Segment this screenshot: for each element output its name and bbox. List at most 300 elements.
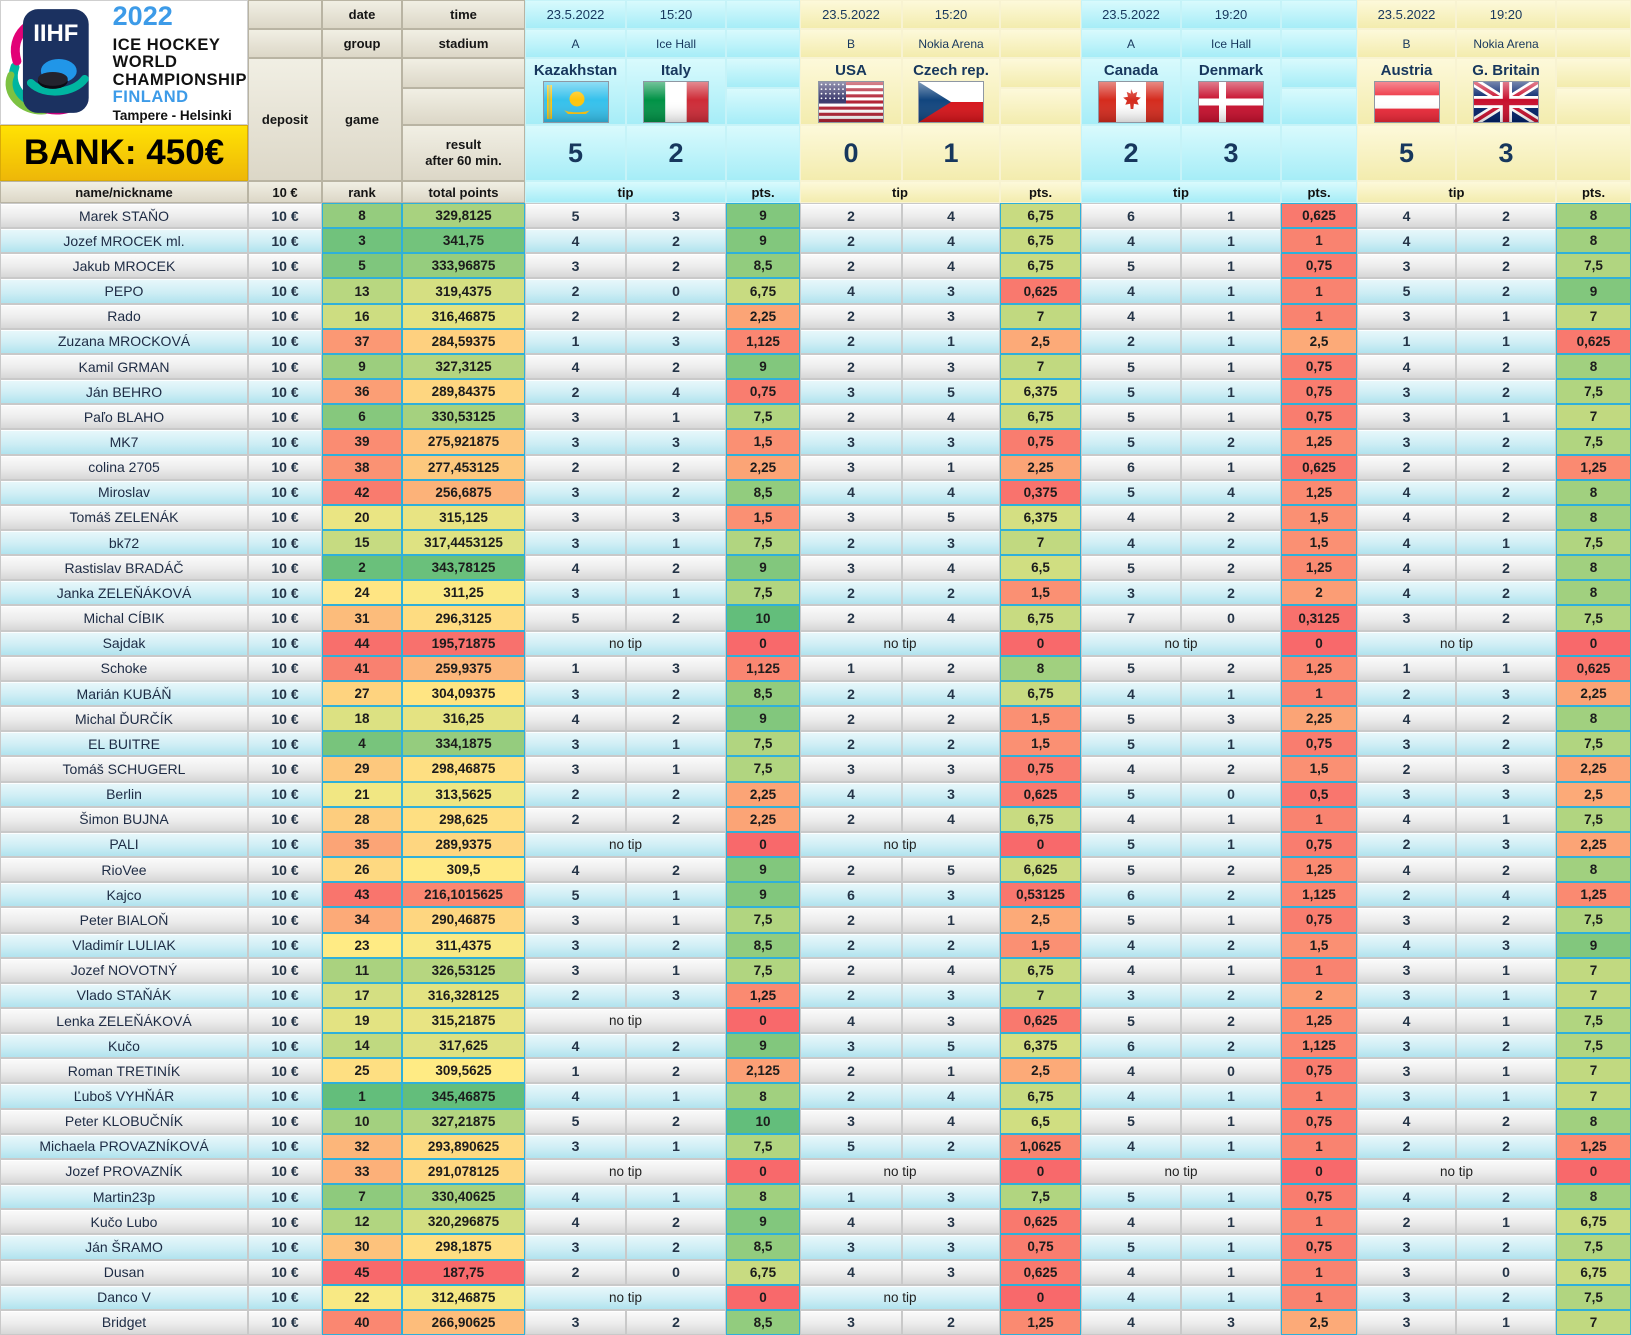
- match-1-tip-home-cell[interactable]: 2: [525, 782, 626, 807]
- match-2-tip-away-cell[interactable]: 4: [902, 228, 1000, 253]
- match-4-tip-home-cell[interactable]: 3: [1357, 1310, 1456, 1335]
- match-3-tip-away-cell[interactable]: 2: [1181, 933, 1281, 958]
- match-3-tip-home-cell[interactable]: 5: [1081, 1234, 1181, 1259]
- match-3-tip-home-cell[interactable]: 4: [1081, 681, 1181, 706]
- match-3-tip-home-cell[interactable]: 7: [1081, 605, 1181, 630]
- match-3-tip-home-cell[interactable]: 4: [1081, 1058, 1181, 1083]
- match-4-tip-away-cell[interactable]: 2: [1456, 253, 1556, 278]
- match-1-tip-away-cell[interactable]: 0: [626, 1260, 726, 1285]
- match-4-pts-cell[interactable]: 1,25: [1556, 455, 1631, 480]
- player-total-points-cell[interactable]: 277,453125: [402, 455, 525, 480]
- player-deposit-cell[interactable]: 10 €: [248, 706, 322, 731]
- match-1-tip-away-cell[interactable]: 0: [626, 278, 726, 303]
- match-1-tip-home-cell[interactable]: 2: [525, 304, 626, 329]
- player-name-cell[interactable]: Michal ĎURČÍK: [0, 706, 248, 731]
- match-2-tip-home-cell[interactable]: 2: [800, 605, 902, 630]
- match-2-pts-cell[interactable]: 6,75: [1000, 203, 1081, 228]
- match-2-no-tip-cell[interactable]: no tip: [800, 1159, 1000, 1184]
- player-name-cell[interactable]: MK7: [0, 429, 248, 454]
- player-total-points-cell[interactable]: 316,328125: [402, 983, 525, 1008]
- match-1-pts-cell[interactable]: 9: [726, 706, 800, 731]
- player-name-cell[interactable]: Bridget: [0, 1310, 248, 1335]
- match-1-pts-cell[interactable]: 0: [726, 832, 800, 857]
- player-name-cell[interactable]: Paľo BLAHO: [0, 404, 248, 429]
- player-name-cell[interactable]: Dusan: [0, 1260, 248, 1285]
- match-1-tip-away-cell[interactable]: 1: [626, 731, 726, 756]
- match-4-pts-cell[interactable]: 2,25: [1556, 756, 1631, 781]
- player-rank-cell[interactable]: 23: [322, 933, 402, 958]
- match-4-tip-home-cell[interactable]: 2: [1357, 1209, 1456, 1234]
- player-deposit-cell[interactable]: 10 €: [248, 933, 322, 958]
- match-2-tip-home-cell[interactable]: 4: [800, 278, 902, 303]
- match-2-tip-home-cell[interactable]: 3: [800, 379, 902, 404]
- match-2-tip-away-cell[interactable]: 4: [902, 958, 1000, 983]
- match-3-tip-away-cell[interactable]: 1: [1181, 203, 1281, 228]
- match-2-tip-home-cell[interactable]: 2: [800, 907, 902, 932]
- match-2-tip-away-cell[interactable]: 3: [902, 882, 1000, 907]
- match-3-tip-away-cell[interactable]: 2: [1181, 505, 1281, 530]
- match-1-pts-cell[interactable]: 2,25: [726, 782, 800, 807]
- match-1-tip-home-cell[interactable]: 2: [525, 278, 626, 303]
- match-4-pts-cell[interactable]: 2,25: [1556, 681, 1631, 706]
- match-3-pts-cell[interactable]: 0,75: [1281, 1058, 1357, 1083]
- player-total-points-cell[interactable]: 298,46875: [402, 756, 525, 781]
- match-2-tip-away-cell[interactable]: 4: [902, 203, 1000, 228]
- match-3-pts-cell[interactable]: 1: [1281, 278, 1357, 303]
- player-total-points-cell[interactable]: 298,1875: [402, 1234, 525, 1259]
- match-4-tip-away-cell[interactable]: 1: [1456, 656, 1556, 681]
- player-deposit-cell[interactable]: 10 €: [248, 832, 322, 857]
- match-2-tip-home-cell[interactable]: 4: [800, 1209, 902, 1234]
- player-name-cell[interactable]: Jozef NOVOTNÝ: [0, 958, 248, 983]
- match-3-pts-cell[interactable]: 1: [1281, 1209, 1357, 1234]
- match-1-tip-away-cell[interactable]: 2: [626, 1234, 726, 1259]
- match-2-pts-cell[interactable]: 1,0625: [1000, 1134, 1081, 1159]
- match-2-pts-cell[interactable]: 2,25: [1000, 455, 1081, 480]
- match-1-no-tip-cell[interactable]: no tip: [525, 1159, 726, 1184]
- match-1-tip-home-cell[interactable]: 4: [525, 1033, 626, 1058]
- match-3-tip-away-cell[interactable]: 2: [1181, 429, 1281, 454]
- player-total-points-cell[interactable]: 345,46875: [402, 1083, 525, 1108]
- match-4-pts-cell[interactable]: 8: [1556, 228, 1631, 253]
- match-3-tip-away-cell[interactable]: 0: [1181, 782, 1281, 807]
- match-3-tip-home-cell[interactable]: 6: [1081, 455, 1181, 480]
- match-4-tip-away-cell[interactable]: 2: [1456, 555, 1556, 580]
- match-3-pts-cell[interactable]: 0,75: [1281, 832, 1357, 857]
- match-2-pts-cell[interactable]: 6,375: [1000, 1033, 1081, 1058]
- player-rank-cell[interactable]: 4: [322, 731, 402, 756]
- player-rank-cell[interactable]: 31: [322, 605, 402, 630]
- match-2-tip-home-cell[interactable]: 2: [800, 857, 902, 882]
- match-3-pts-cell[interactable]: 2: [1281, 983, 1357, 1008]
- match-1-tip-away-cell[interactable]: 2: [626, 455, 726, 480]
- match-1-tip-away-cell[interactable]: 2: [626, 354, 726, 379]
- match-2-tip-away-cell[interactable]: 3: [902, 1234, 1000, 1259]
- player-name-cell[interactable]: Vladimír LULIAK: [0, 933, 248, 958]
- player-deposit-cell[interactable]: 10 €: [248, 1033, 322, 1058]
- match-4-tip-away-cell[interactable]: 2: [1456, 228, 1556, 253]
- player-total-points-cell[interactable]: 333,96875: [402, 253, 525, 278]
- match-4-pts-cell[interactable]: 7: [1556, 983, 1631, 1008]
- match-3-pts-cell[interactable]: 0,75: [1281, 1184, 1357, 1209]
- match-4-tip-home-cell[interactable]: 4: [1357, 1109, 1456, 1134]
- player-rank-cell[interactable]: 5: [322, 253, 402, 278]
- match-3-tip-home-cell[interactable]: 4: [1081, 958, 1181, 983]
- match-1-pts-cell[interactable]: 9: [726, 857, 800, 882]
- match-3-tip-home-cell[interactable]: 4: [1081, 530, 1181, 555]
- match-1-pts-cell[interactable]: 2,25: [726, 455, 800, 480]
- match-2-pts-cell[interactable]: 6,75: [1000, 253, 1081, 278]
- match-1-tip-home-cell[interactable]: 2: [525, 455, 626, 480]
- match-4-tip-home-cell[interactable]: 3: [1357, 404, 1456, 429]
- match-3-tip-home-cell[interactable]: 4: [1081, 228, 1181, 253]
- match-3-pts-cell[interactable]: 0,75: [1281, 354, 1357, 379]
- match-3-tip-home-cell[interactable]: 6: [1081, 203, 1181, 228]
- match-1-tip-away-cell[interactable]: 2: [626, 1310, 726, 1335]
- match-1-no-tip-cell[interactable]: no tip: [525, 832, 726, 857]
- match-1-pts-cell[interactable]: 2,25: [726, 304, 800, 329]
- player-total-points-cell[interactable]: 304,09375: [402, 681, 525, 706]
- match-3-tip-away-cell[interactable]: 1: [1181, 1260, 1281, 1285]
- player-total-points-cell[interactable]: 316,25: [402, 706, 525, 731]
- match-3-pts-cell[interactable]: 1: [1281, 1134, 1357, 1159]
- match-1-tip-away-cell[interactable]: 2: [626, 228, 726, 253]
- match-1-pts-cell[interactable]: 2,25: [726, 807, 800, 832]
- match-4-tip-home-cell[interactable]: 2: [1357, 455, 1456, 480]
- player-deposit-cell[interactable]: 10 €: [248, 958, 322, 983]
- match-1-tip-away-cell[interactable]: 2: [626, 480, 726, 505]
- match-4-tip-home-cell[interactable]: 4: [1357, 807, 1456, 832]
- match-2-tip-home-cell[interactable]: 3: [800, 1033, 902, 1058]
- match-2-pts-cell[interactable]: 6,75: [1000, 681, 1081, 706]
- match-3-tip-home-cell[interactable]: 4: [1081, 1285, 1181, 1310]
- match-1-tip-home-cell[interactable]: 3: [525, 480, 626, 505]
- match-4-tip-away-cell[interactable]: 4: [1456, 882, 1556, 907]
- match-3-pts-cell[interactable]: 0,75: [1281, 1109, 1357, 1134]
- match-3-tip-away-cell[interactable]: 2: [1181, 530, 1281, 555]
- match-1-tip-away-cell[interactable]: 1: [626, 530, 726, 555]
- match-2-pts-cell[interactable]: 6,75: [1000, 228, 1081, 253]
- match-1-pts-cell[interactable]: 9: [726, 203, 800, 228]
- player-rank-cell[interactable]: 32: [322, 1134, 402, 1159]
- player-name-cell[interactable]: Marián KUBÁŇ: [0, 681, 248, 706]
- match-3-tip-home-cell[interactable]: 4: [1081, 756, 1181, 781]
- match-1-pts-cell[interactable]: 9: [726, 1033, 800, 1058]
- match-4-tip-away-cell[interactable]: 3: [1456, 756, 1556, 781]
- match-4-pts-cell[interactable]: 8: [1556, 480, 1631, 505]
- match-1-tip-home-cell[interactable]: 2: [525, 983, 626, 1008]
- player-deposit-cell[interactable]: 10 €: [248, 1109, 322, 1134]
- match-1-tip-home-cell[interactable]: 4: [525, 228, 626, 253]
- player-name-cell[interactable]: Danco V: [0, 1285, 248, 1310]
- player-total-points-cell[interactable]: 195,71875: [402, 631, 525, 656]
- player-name-cell[interactable]: Tomáš SCHUGERL: [0, 756, 248, 781]
- player-rank-cell[interactable]: 3: [322, 228, 402, 253]
- player-total-points-cell[interactable]: 309,5625: [402, 1058, 525, 1083]
- match-3-no-tip-cell[interactable]: no tip: [1081, 1159, 1281, 1184]
- match-4-pts-cell[interactable]: 7: [1556, 1310, 1631, 1335]
- match-1-tip-away-cell[interactable]: 1: [626, 756, 726, 781]
- player-name-cell[interactable]: Kamil GRMAN: [0, 354, 248, 379]
- match-2-pts-cell[interactable]: 0,75: [1000, 756, 1081, 781]
- player-rank-cell[interactable]: 44: [322, 631, 402, 656]
- match-2-pts-cell[interactable]: 0,625: [1000, 278, 1081, 303]
- match-3-tip-home-cell[interactable]: 4: [1081, 278, 1181, 303]
- match-4-tip-home-cell[interactable]: 4: [1357, 228, 1456, 253]
- match-1-tip-away-cell[interactable]: 1: [626, 1083, 726, 1108]
- player-rank-cell[interactable]: 16: [322, 304, 402, 329]
- match-1-tip-away-cell[interactable]: 2: [626, 782, 726, 807]
- match-4-tip-home-cell[interactable]: 3: [1357, 1058, 1456, 1083]
- match-2-pts-cell[interactable]: 6,75: [1000, 605, 1081, 630]
- match-2-tip-home-cell[interactable]: 2: [800, 304, 902, 329]
- player-name-cell[interactable]: Michaela PROVAZNÍKOVÁ: [0, 1134, 248, 1159]
- match-4-tip-away-cell[interactable]: 3: [1456, 933, 1556, 958]
- player-deposit-cell[interactable]: 10 €: [248, 1310, 322, 1335]
- player-deposit-cell[interactable]: 10 €: [248, 530, 322, 555]
- match-3-pts-cell[interactable]: 1,125: [1281, 882, 1357, 907]
- match-3-tip-home-cell[interactable]: 5: [1081, 429, 1181, 454]
- match-3-tip-away-cell[interactable]: 1: [1181, 1209, 1281, 1234]
- player-rank-cell[interactable]: 40: [322, 1310, 402, 1335]
- player-deposit-cell[interactable]: 10 €: [248, 1159, 322, 1184]
- match-1-pts-cell[interactable]: 8,5: [726, 1310, 800, 1335]
- player-rank-cell[interactable]: 8: [322, 203, 402, 228]
- match-3-no-tip-cell[interactable]: no tip: [1081, 631, 1281, 656]
- player-rank-cell[interactable]: 45: [322, 1260, 402, 1285]
- player-name-cell[interactable]: Jozef MROCEK ml.: [0, 228, 248, 253]
- player-name-cell[interactable]: Kučo Lubo: [0, 1209, 248, 1234]
- player-deposit-cell[interactable]: 10 €: [248, 907, 322, 932]
- match-4-tip-home-cell[interactable]: 2: [1357, 882, 1456, 907]
- match-1-tip-away-cell[interactable]: 2: [626, 605, 726, 630]
- match-1-tip-away-cell[interactable]: 2: [626, 555, 726, 580]
- match-2-tip-away-cell[interactable]: 3: [902, 278, 1000, 303]
- player-rank-cell[interactable]: 17: [322, 983, 402, 1008]
- match-3-tip-home-cell[interactable]: 5: [1081, 706, 1181, 731]
- match-4-tip-home-cell[interactable]: 3: [1357, 253, 1456, 278]
- match-2-tip-home-cell[interactable]: 2: [800, 681, 902, 706]
- match-3-pts-cell[interactable]: 1: [1281, 681, 1357, 706]
- player-rank-cell[interactable]: 30: [322, 1234, 402, 1259]
- match-3-tip-away-cell[interactable]: 2: [1181, 580, 1281, 605]
- player-name-cell[interactable]: Peter BIALOŇ: [0, 907, 248, 932]
- player-total-points-cell[interactable]: 259,9375: [402, 656, 525, 681]
- player-rank-cell[interactable]: 41: [322, 656, 402, 681]
- match-4-tip-home-cell[interactable]: 2: [1357, 681, 1456, 706]
- match-2-tip-away-cell[interactable]: 4: [902, 555, 1000, 580]
- match-2-tip-home-cell[interactable]: 2: [800, 404, 902, 429]
- player-total-points-cell[interactable]: 315,21875: [402, 1008, 525, 1033]
- match-2-pts-cell[interactable]: 6,75: [1000, 404, 1081, 429]
- match-4-tip-away-cell[interactable]: 1: [1456, 1310, 1556, 1335]
- match-3-tip-away-cell[interactable]: 1: [1181, 958, 1281, 983]
- match-1-pts-cell[interactable]: 6,75: [726, 1260, 800, 1285]
- match-3-tip-away-cell[interactable]: 1: [1181, 1285, 1281, 1310]
- match-3-pts-cell[interactable]: 1,5: [1281, 505, 1357, 530]
- match-3-pts-cell[interactable]: 0,75: [1281, 907, 1357, 932]
- match-2-tip-home-cell[interactable]: 2: [800, 1058, 902, 1083]
- player-total-points-cell[interactable]: 296,3125: [402, 605, 525, 630]
- match-1-tip-home-cell[interactable]: 3: [525, 933, 626, 958]
- player-name-cell[interactable]: RioVee: [0, 857, 248, 882]
- match-3-tip-away-cell[interactable]: 3: [1181, 706, 1281, 731]
- player-total-points-cell[interactable]: 256,6875: [402, 480, 525, 505]
- player-total-points-cell[interactable]: 289,9375: [402, 832, 525, 857]
- match-2-tip-home-cell[interactable]: 3: [800, 1234, 902, 1259]
- match-1-pts-cell[interactable]: 7,5: [726, 731, 800, 756]
- player-deposit-cell[interactable]: 10 €: [248, 505, 322, 530]
- match-1-tip-home-cell[interactable]: 5: [525, 1109, 626, 1134]
- match-4-tip-home-cell[interactable]: 3: [1357, 1234, 1456, 1259]
- match-4-pts-cell[interactable]: 8: [1556, 1109, 1631, 1134]
- match-3-tip-away-cell[interactable]: 1: [1181, 253, 1281, 278]
- match-1-tip-home-cell[interactable]: 1: [525, 1058, 626, 1083]
- match-2-tip-away-cell[interactable]: 3: [902, 782, 1000, 807]
- match-4-tip-away-cell[interactable]: 2: [1456, 1109, 1556, 1134]
- player-total-points-cell[interactable]: 293,890625: [402, 1134, 525, 1159]
- player-total-points-cell[interactable]: 289,84375: [402, 379, 525, 404]
- match-4-tip-away-cell[interactable]: 2: [1456, 278, 1556, 303]
- match-4-tip-away-cell[interactable]: 3: [1456, 681, 1556, 706]
- match-3-tip-away-cell[interactable]: 2: [1181, 983, 1281, 1008]
- match-2-pts-cell[interactable]: 8: [1000, 656, 1081, 681]
- match-1-tip-home-cell[interactable]: 4: [525, 857, 626, 882]
- match-2-pts-cell[interactable]: 6,75: [1000, 807, 1081, 832]
- match-3-pts-cell[interactable]: 1,25: [1281, 656, 1357, 681]
- match-2-tip-away-cell[interactable]: 4: [902, 681, 1000, 706]
- match-1-tip-away-cell[interactable]: 1: [626, 958, 726, 983]
- match-3-pts-cell[interactable]: 1: [1281, 807, 1357, 832]
- match-2-pts-cell[interactable]: 0,75: [1000, 1234, 1081, 1259]
- match-2-pts-cell[interactable]: 0,625: [1000, 1209, 1081, 1234]
- match-3-tip-home-cell[interactable]: 5: [1081, 379, 1181, 404]
- match-3-tip-home-cell[interactable]: 5: [1081, 857, 1181, 882]
- player-rank-cell[interactable]: 9: [322, 354, 402, 379]
- match-2-pts-cell[interactable]: 2,5: [1000, 907, 1081, 932]
- match-2-tip-home-cell[interactable]: 5: [800, 1134, 902, 1159]
- match-1-pts-cell[interactable]: 10: [726, 1109, 800, 1134]
- match-4-pts-cell[interactable]: 8: [1556, 857, 1631, 882]
- player-total-points-cell[interactable]: 311,4375: [402, 933, 525, 958]
- match-4-tip-home-cell[interactable]: 5: [1357, 278, 1456, 303]
- match-1-pts-cell[interactable]: 8,5: [726, 480, 800, 505]
- match-4-pts-cell[interactable]: 8: [1556, 354, 1631, 379]
- match-4-tip-away-cell[interactable]: 2: [1456, 605, 1556, 630]
- match-4-tip-home-cell[interactable]: 3: [1357, 1033, 1456, 1058]
- player-name-cell[interactable]: Schoke: [0, 656, 248, 681]
- match-1-pts-cell[interactable]: 7,5: [726, 580, 800, 605]
- match-4-pts-cell[interactable]: 7,5: [1556, 253, 1631, 278]
- match-2-tip-home-cell[interactable]: 2: [800, 253, 902, 278]
- match-1-tip-away-cell[interactable]: 3: [626, 203, 726, 228]
- match-3-tip-away-cell[interactable]: 1: [1181, 807, 1281, 832]
- match-4-tip-home-cell[interactable]: 3: [1357, 1285, 1456, 1310]
- match-2-tip-home-cell[interactable]: 2: [800, 807, 902, 832]
- player-total-points-cell[interactable]: 334,1875: [402, 731, 525, 756]
- match-4-tip-home-cell[interactable]: 4: [1357, 1008, 1456, 1033]
- player-name-cell[interactable]: Vlado STAŇÁK: [0, 983, 248, 1008]
- match-3-tip-away-cell[interactable]: 1: [1181, 832, 1281, 857]
- match-1-tip-away-cell[interactable]: 2: [626, 1209, 726, 1234]
- match-4-no-tip-cell[interactable]: no tip: [1357, 631, 1556, 656]
- match-2-tip-away-cell[interactable]: 3: [902, 1209, 1000, 1234]
- player-rank-cell[interactable]: 33: [322, 1159, 402, 1184]
- match-3-tip-away-cell[interactable]: 2: [1181, 756, 1281, 781]
- match-4-tip-away-cell[interactable]: 2: [1456, 857, 1556, 882]
- player-rank-cell[interactable]: 6: [322, 404, 402, 429]
- match-1-pts-cell[interactable]: 9: [726, 555, 800, 580]
- match-4-tip-home-cell[interactable]: 4: [1357, 505, 1456, 530]
- match-2-pts-cell[interactable]: 6,5: [1000, 1109, 1081, 1134]
- player-rank-cell[interactable]: 27: [322, 681, 402, 706]
- match-2-tip-home-cell[interactable]: 2: [800, 228, 902, 253]
- match-3-pts-cell[interactable]: 1,5: [1281, 530, 1357, 555]
- player-deposit-cell[interactable]: 10 €: [248, 1285, 322, 1310]
- match-3-pts-cell[interactable]: 0,75: [1281, 379, 1357, 404]
- player-rank-cell[interactable]: 35: [322, 832, 402, 857]
- match-4-tip-home-cell[interactable]: 2: [1357, 756, 1456, 781]
- player-deposit-cell[interactable]: 10 €: [248, 429, 322, 454]
- match-3-tip-away-cell[interactable]: 1: [1181, 1109, 1281, 1134]
- match-1-tip-home-cell[interactable]: 4: [525, 354, 626, 379]
- match-3-pts-cell[interactable]: 0,625: [1281, 455, 1357, 480]
- match-3-pts-cell[interactable]: 0,75: [1281, 1234, 1357, 1259]
- match-2-pts-cell[interactable]: 0,625: [1000, 782, 1081, 807]
- match-1-tip-away-cell[interactable]: 1: [626, 882, 726, 907]
- player-rank-cell[interactable]: 2: [322, 555, 402, 580]
- player-total-points-cell[interactable]: 291,078125: [402, 1159, 525, 1184]
- match-4-pts-cell[interactable]: 2,25: [1556, 832, 1631, 857]
- match-1-pts-cell[interactable]: 9: [726, 228, 800, 253]
- player-rank-cell[interactable]: 24: [322, 580, 402, 605]
- match-2-no-tip-cell[interactable]: no tip: [800, 1285, 1000, 1310]
- player-deposit-cell[interactable]: 10 €: [248, 983, 322, 1008]
- match-1-pts-cell[interactable]: 7,5: [726, 756, 800, 781]
- match-2-tip-away-cell[interactable]: 1: [902, 329, 1000, 354]
- player-total-points-cell[interactable]: 315,125: [402, 505, 525, 530]
- player-deposit-cell[interactable]: 10 €: [248, 1058, 322, 1083]
- match-1-tip-away-cell[interactable]: 2: [626, 1109, 726, 1134]
- match-1-pts-cell[interactable]: 8: [726, 1083, 800, 1108]
- match-4-tip-away-cell[interactable]: 1: [1456, 958, 1556, 983]
- match-3-tip-away-cell[interactable]: 0: [1181, 605, 1281, 630]
- match-3-pts-cell[interactable]: 1: [1281, 1285, 1357, 1310]
- match-2-pts-cell[interactable]: 6,375: [1000, 379, 1081, 404]
- match-3-tip-home-cell[interactable]: 5: [1081, 731, 1181, 756]
- match-1-pts-cell[interactable]: 8: [726, 1184, 800, 1209]
- match-2-tip-away-cell[interactable]: 1: [902, 907, 1000, 932]
- match-4-tip-away-cell[interactable]: 2: [1456, 505, 1556, 530]
- match-3-tip-away-cell[interactable]: 0: [1181, 1058, 1281, 1083]
- match-2-pts-cell[interactable]: 1,5: [1000, 580, 1081, 605]
- player-name-cell[interactable]: Ľuboš VYHŇÁR: [0, 1083, 248, 1108]
- player-rank-cell[interactable]: 19: [322, 1008, 402, 1033]
- player-deposit-cell[interactable]: 10 €: [248, 807, 322, 832]
- match-3-pts-cell[interactable]: 0: [1281, 631, 1357, 656]
- match-3-pts-cell[interactable]: 1,25: [1281, 857, 1357, 882]
- match-2-tip-away-cell[interactable]: 4: [902, 605, 1000, 630]
- player-name-cell[interactable]: Zuzana MROCKOVÁ: [0, 329, 248, 354]
- match-2-tip-away-cell[interactable]: 2: [902, 706, 1000, 731]
- match-3-pts-cell[interactable]: 0: [1281, 1159, 1357, 1184]
- match-2-tip-away-cell[interactable]: 1: [902, 455, 1000, 480]
- player-name-cell[interactable]: Jakub MROCEK: [0, 253, 248, 278]
- match-1-pts-cell[interactable]: 9: [726, 882, 800, 907]
- match-2-tip-away-cell[interactable]: 3: [902, 530, 1000, 555]
- match-1-tip-away-cell[interactable]: 1: [626, 1134, 726, 1159]
- match-4-tip-home-cell[interactable]: 3: [1357, 429, 1456, 454]
